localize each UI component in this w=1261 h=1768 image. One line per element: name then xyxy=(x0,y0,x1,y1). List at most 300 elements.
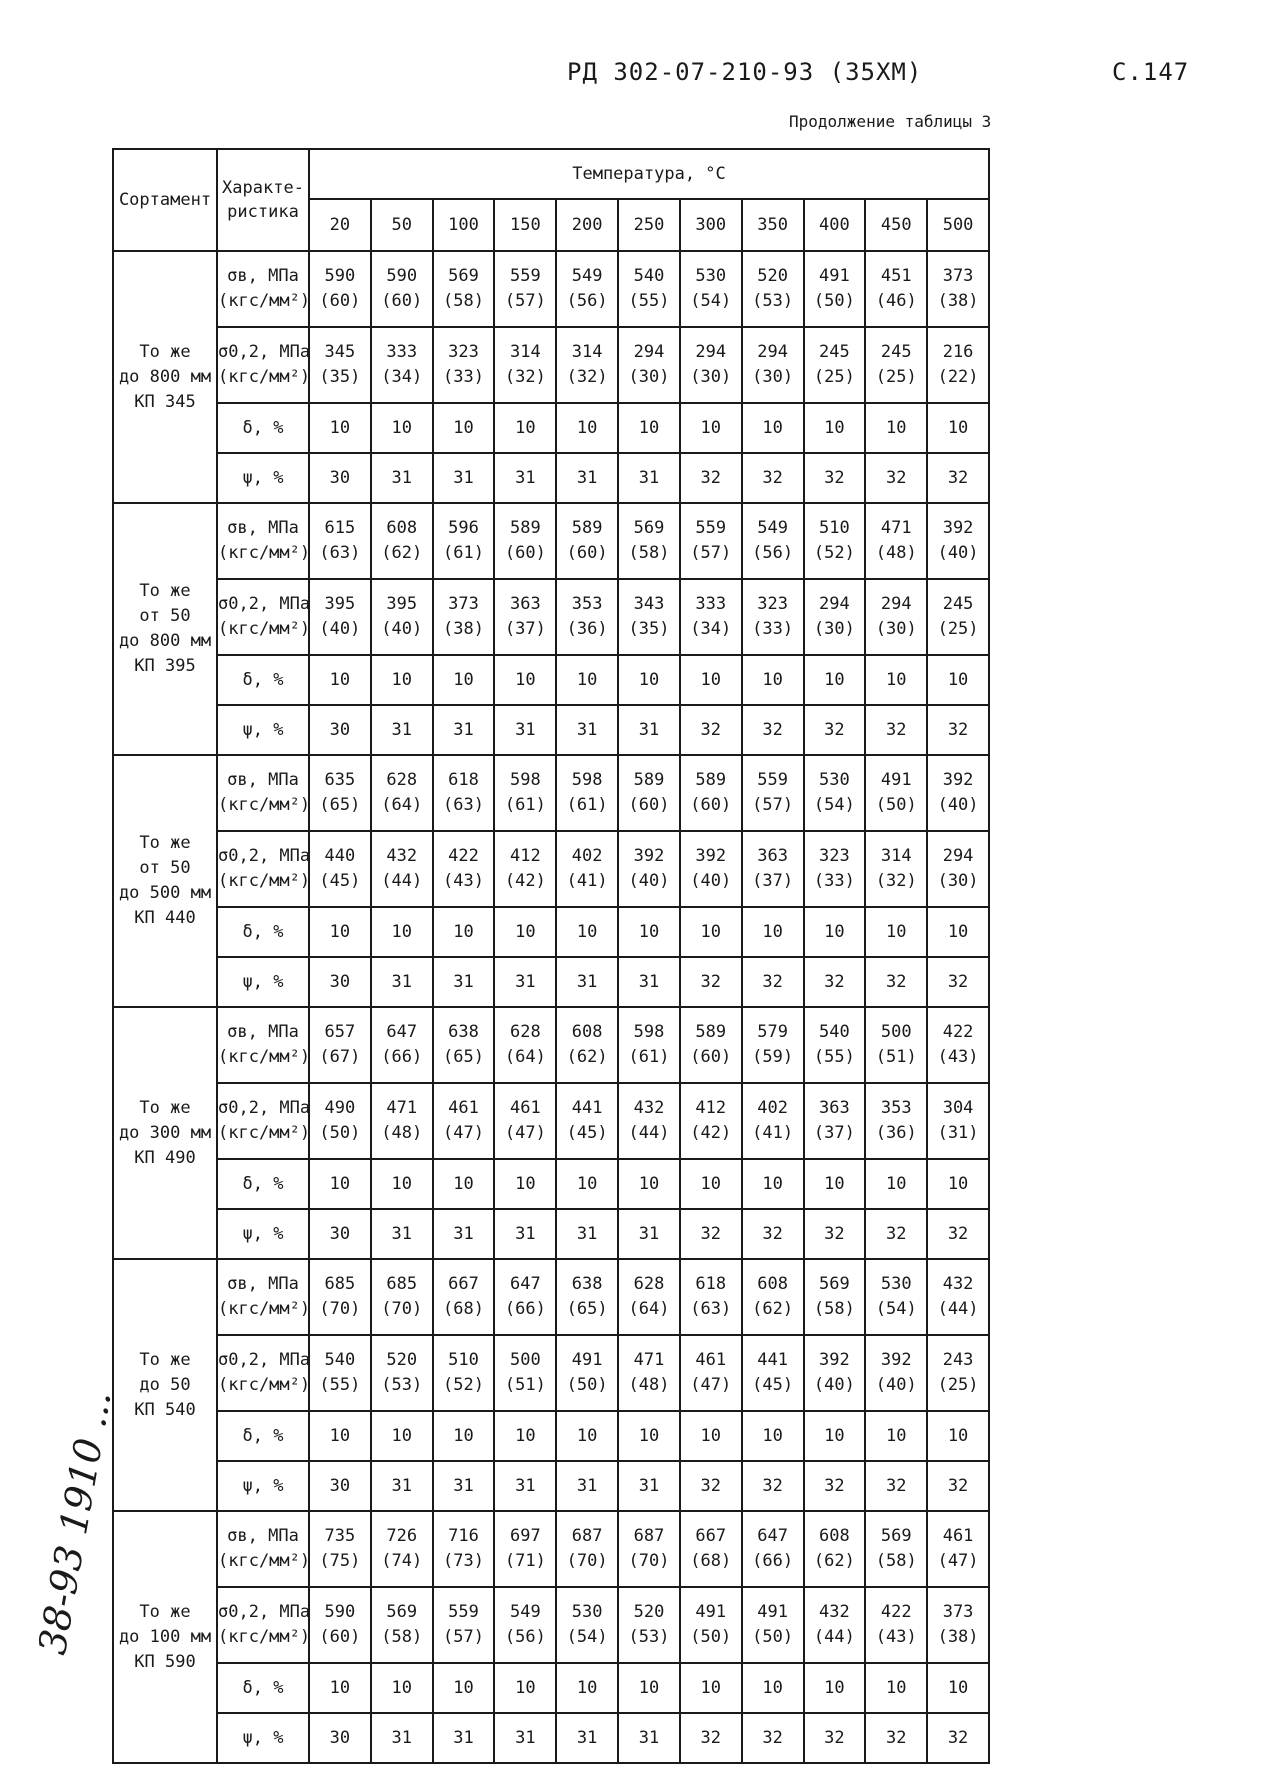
value-line: 10 xyxy=(885,1173,907,1194)
characteristic-line: (кгс/мм²) xyxy=(218,1123,311,1143)
value-line: (50) xyxy=(875,795,917,815)
value-line: 30 xyxy=(329,1223,351,1244)
value-line: (71) xyxy=(504,1551,546,1571)
value-line: 598 xyxy=(571,770,603,790)
value-line: 32 xyxy=(762,971,783,992)
characteristic-cell xyxy=(217,1007,309,1083)
characteristic-line: σв, МПа xyxy=(227,266,299,286)
value-cell xyxy=(494,327,556,403)
temperature-header-cell: 200 xyxy=(556,199,618,251)
value-cell xyxy=(927,1713,989,1763)
value-cell xyxy=(742,1461,804,1511)
temperature-header-cell: 150 xyxy=(494,199,556,251)
value-cell xyxy=(556,1411,618,1461)
value-line: (58) xyxy=(875,1551,917,1571)
value-line: (34) xyxy=(381,367,423,387)
value-cell xyxy=(494,403,556,453)
value-cell xyxy=(742,503,804,579)
value-cell xyxy=(618,453,680,503)
characteristic-line: σ0,2, МПа xyxy=(218,1350,311,1370)
value-cell xyxy=(309,1663,371,1713)
value-line: (32) xyxy=(566,367,608,387)
table-row xyxy=(113,503,989,579)
value-cell xyxy=(742,1083,804,1159)
value-cell xyxy=(371,327,433,403)
value-cell xyxy=(618,1411,680,1461)
value-cell xyxy=(742,403,804,453)
value-line: 245 xyxy=(880,342,912,362)
value-line: 32 xyxy=(824,1475,845,1496)
value-line: 31 xyxy=(453,1223,474,1244)
value-line: (45) xyxy=(752,1375,794,1395)
value-line: 520 xyxy=(633,1602,665,1622)
value-cell xyxy=(804,1461,866,1511)
value-cell xyxy=(433,1411,495,1461)
value-line: 530 xyxy=(880,1274,912,1294)
value-line: 735 xyxy=(324,1526,356,1546)
characteristic-cell xyxy=(217,907,309,957)
value-cell xyxy=(309,755,371,831)
value-line: 32 xyxy=(947,1727,969,1748)
value-line: 549 xyxy=(509,1602,541,1622)
value-line: (55) xyxy=(319,1375,361,1395)
value-cell xyxy=(742,1411,804,1461)
value-cell xyxy=(371,957,433,1007)
value-cell xyxy=(680,957,742,1007)
value-cell xyxy=(927,503,989,579)
characteristic-line: (кгс/мм²) xyxy=(218,367,311,387)
temperature-header-cell: 100 xyxy=(433,199,495,251)
grade-line: от 50 xyxy=(139,858,191,878)
value-line: 31 xyxy=(515,971,536,992)
value-cell xyxy=(865,831,927,907)
value-line: (56) xyxy=(566,291,608,311)
value-line: (40) xyxy=(875,1375,917,1395)
value-line: 31 xyxy=(576,719,598,740)
value-line: 10 xyxy=(576,1425,598,1446)
value-cell xyxy=(494,1713,556,1763)
value-cell xyxy=(371,1209,433,1259)
value-line: (31) xyxy=(937,1123,979,1143)
grade-line: КП 345 xyxy=(134,391,196,412)
value-line: 697 xyxy=(509,1526,541,1546)
value-line: 687 xyxy=(571,1526,603,1546)
value-cell xyxy=(927,1209,989,1259)
value-cell xyxy=(742,1159,804,1209)
value-cell xyxy=(804,655,866,705)
value-line: 667 xyxy=(695,1526,727,1546)
value-line: (63) xyxy=(443,795,484,815)
value-cell xyxy=(309,1159,371,1209)
value-line: (53) xyxy=(628,1627,670,1647)
value-line: (57) xyxy=(443,1627,484,1647)
value-line: 31 xyxy=(453,719,474,740)
value-cell xyxy=(804,1159,866,1209)
value-line: 569 xyxy=(819,1274,850,1294)
value-line: 589 xyxy=(509,518,541,538)
value-line: 10 xyxy=(824,921,845,942)
value-line: 615 xyxy=(324,518,356,538)
value-cell xyxy=(371,251,433,327)
value-cell xyxy=(618,957,680,1007)
value-line: (62) xyxy=(813,1551,855,1571)
value-cell xyxy=(556,831,618,907)
value-line: 31 xyxy=(453,1475,474,1496)
value-line: (62) xyxy=(566,1047,608,1067)
value-line: 10 xyxy=(576,921,598,942)
characteristic-line: σ0,2, МПа xyxy=(218,846,311,866)
value-line: (64) xyxy=(628,1299,670,1319)
value-cell xyxy=(618,907,680,957)
value-line: 373 xyxy=(448,594,479,614)
value-cell xyxy=(556,327,618,403)
value-line: 31 xyxy=(391,1475,412,1496)
value-line: 32 xyxy=(762,1727,783,1748)
value-line: 549 xyxy=(757,518,788,538)
value-cell xyxy=(433,1083,495,1159)
value-line: 685 xyxy=(386,1274,418,1294)
value-line: (25) xyxy=(937,619,979,639)
value-line: (58) xyxy=(381,1627,423,1647)
value-line: (60) xyxy=(690,795,732,815)
characteristic-line: σ0,2, МПа xyxy=(218,1098,311,1118)
value-cell xyxy=(680,655,742,705)
value-line: 10 xyxy=(453,417,474,438)
value-cell xyxy=(371,1335,433,1411)
value-cell xyxy=(618,251,680,327)
value-line: (53) xyxy=(752,291,794,311)
value-cell xyxy=(804,1411,866,1461)
value-line: 432 xyxy=(386,846,418,866)
document-code: РД 302-07-210-93 (35ХМ) xyxy=(567,58,923,86)
characteristic-line: (кгс/мм²) xyxy=(218,871,311,891)
value-line: 10 xyxy=(453,1677,474,1698)
value-line: 500 xyxy=(509,1350,541,1370)
value-line: (60) xyxy=(504,543,546,563)
value-line: (56) xyxy=(504,1627,546,1647)
temperature-header-cell: 350 xyxy=(742,199,804,251)
characteristic-line: σ0,2, МПа xyxy=(218,342,311,362)
value-line: 471 xyxy=(880,518,912,538)
value-cell xyxy=(556,1007,618,1083)
value-line: 31 xyxy=(453,1727,474,1748)
value-cell xyxy=(556,1713,618,1763)
value-cell xyxy=(556,755,618,831)
value-line: (63) xyxy=(319,543,361,563)
value-line: 31 xyxy=(515,719,536,740)
value-cell xyxy=(804,907,866,957)
value-line: 638 xyxy=(448,1022,479,1042)
value-line: (40) xyxy=(937,795,979,815)
value-cell xyxy=(433,453,495,503)
value-cell xyxy=(371,579,433,655)
value-line: 32 xyxy=(947,719,969,740)
value-cell xyxy=(494,1411,556,1461)
value-line: 31 xyxy=(391,1223,412,1244)
value-cell xyxy=(680,1335,742,1411)
value-cell xyxy=(556,907,618,957)
value-line: (51) xyxy=(875,1047,917,1067)
value-line: 32 xyxy=(824,1727,845,1748)
value-cell xyxy=(865,1259,927,1335)
value-cell xyxy=(804,1335,866,1411)
value-cell xyxy=(618,1335,680,1411)
value-line: 30 xyxy=(329,719,351,740)
value-line: (25) xyxy=(813,367,855,387)
temperature-header-cell: 300 xyxy=(680,199,742,251)
value-line: (48) xyxy=(381,1123,423,1143)
value-cell xyxy=(865,1007,927,1083)
value-line: (60) xyxy=(628,795,670,815)
value-cell xyxy=(309,327,371,403)
value-cell xyxy=(927,1007,989,1083)
value-line: (33) xyxy=(443,367,484,387)
value-cell xyxy=(494,755,556,831)
value-cell xyxy=(309,831,371,907)
value-cell xyxy=(742,957,804,1007)
value-line: (44) xyxy=(628,1123,670,1143)
value-cell xyxy=(865,1511,927,1587)
value-line: (65) xyxy=(566,1299,608,1319)
value-line: 10 xyxy=(824,1425,845,1446)
table-row xyxy=(113,1083,989,1159)
value-line: 10 xyxy=(329,1677,351,1698)
characteristic-line: (кгс/мм²) xyxy=(218,291,311,311)
value-cell xyxy=(865,1411,927,1461)
value-cell xyxy=(742,1713,804,1763)
value-line: (37) xyxy=(504,619,546,639)
value-cell xyxy=(618,655,680,705)
value-line: (25) xyxy=(937,1375,979,1395)
table-continuation-label: Продолжение таблицы 3 xyxy=(789,112,992,131)
value-cell xyxy=(618,503,680,579)
value-cell xyxy=(865,251,927,327)
value-cell xyxy=(309,1335,371,1411)
value-line: 32 xyxy=(762,467,783,488)
value-cell xyxy=(309,579,371,655)
characteristic-cell xyxy=(217,1511,309,1587)
value-line: 216 xyxy=(942,342,974,362)
value-line: (30) xyxy=(813,619,855,639)
value-cell xyxy=(927,705,989,755)
value-line: 589 xyxy=(695,770,727,790)
value-line: 294 xyxy=(695,342,727,362)
value-line: (66) xyxy=(504,1299,546,1319)
value-line: 441 xyxy=(757,1350,788,1370)
value-line: 569 xyxy=(633,518,665,538)
value-line: (42) xyxy=(690,1123,732,1143)
value-line: 441 xyxy=(571,1098,603,1118)
characteristic-line: δ, % xyxy=(242,921,284,942)
value-cell xyxy=(865,579,927,655)
value-line: 491 xyxy=(819,266,850,286)
value-line: 10 xyxy=(329,417,351,438)
value-line: 10 xyxy=(576,669,598,690)
value-cell xyxy=(742,327,804,403)
value-cell xyxy=(680,503,742,579)
value-cell xyxy=(804,327,866,403)
value-line: 471 xyxy=(633,1350,665,1370)
value-line: 32 xyxy=(824,1223,845,1244)
value-line: 530 xyxy=(695,266,727,286)
value-cell xyxy=(556,957,618,1007)
value-line: (50) xyxy=(566,1375,608,1395)
value-line: 559 xyxy=(757,770,788,790)
value-line: 10 xyxy=(515,417,536,438)
value-line: (40) xyxy=(319,619,361,639)
value-cell xyxy=(804,503,866,579)
temperature-header-cell: 400 xyxy=(804,199,866,251)
value-cell xyxy=(309,1713,371,1763)
value-cell xyxy=(433,579,495,655)
value-cell xyxy=(742,1587,804,1663)
characteristic-cell xyxy=(217,831,309,907)
value-cell xyxy=(618,579,680,655)
characteristic-cell xyxy=(217,655,309,705)
value-line: (30) xyxy=(628,367,670,387)
value-cell xyxy=(309,1511,371,1587)
value-cell xyxy=(618,831,680,907)
value-line: 31 xyxy=(576,971,598,992)
value-line: 10 xyxy=(762,1677,783,1698)
grade-line: То же xyxy=(139,1097,191,1118)
value-cell xyxy=(556,1083,618,1159)
value-cell xyxy=(680,1511,742,1587)
value-line: 598 xyxy=(633,1022,665,1042)
value-line: 10 xyxy=(515,1173,536,1194)
characteristic-line: ψ, % xyxy=(242,1223,284,1244)
characteristic-cell xyxy=(217,1335,309,1411)
value-line: (47) xyxy=(690,1375,732,1395)
value-cell xyxy=(865,705,927,755)
value-line: 10 xyxy=(329,669,351,690)
value-cell xyxy=(927,251,989,327)
table-row xyxy=(113,755,989,831)
value-cell xyxy=(371,1511,433,1587)
value-line: 10 xyxy=(885,669,907,690)
characteristic-cell xyxy=(217,755,309,831)
value-cell xyxy=(309,403,371,453)
value-line: 10 xyxy=(762,1425,783,1446)
characteristic-line: δ, % xyxy=(242,417,284,438)
value-cell xyxy=(804,705,866,755)
table-row xyxy=(113,1587,989,1663)
value-cell xyxy=(680,1159,742,1209)
value-line: (35) xyxy=(319,367,361,387)
value-line: 31 xyxy=(576,1727,598,1748)
value-cell xyxy=(804,579,866,655)
value-cell xyxy=(680,705,742,755)
value-line: 10 xyxy=(515,1677,536,1698)
value-cell xyxy=(556,1209,618,1259)
value-line: (32) xyxy=(875,871,917,891)
value-line: (40) xyxy=(813,1375,855,1395)
value-cell xyxy=(494,1007,556,1083)
value-cell xyxy=(618,1209,680,1259)
value-line: (65) xyxy=(443,1047,484,1067)
table-row xyxy=(113,327,989,403)
value-cell xyxy=(865,1209,927,1259)
value-line: (55) xyxy=(813,1047,855,1067)
characteristic-cell xyxy=(217,1259,309,1335)
value-cell xyxy=(309,503,371,579)
value-line: 598 xyxy=(509,770,541,790)
value-line: (58) xyxy=(443,291,484,311)
value-line: 31 xyxy=(515,1727,536,1748)
table-row xyxy=(113,579,989,655)
header-temperature: Температура, °С xyxy=(309,149,989,199)
characteristic-line: σв, МПа xyxy=(227,770,299,790)
value-cell xyxy=(556,655,618,705)
value-cell xyxy=(927,453,989,503)
grade-line: от 50 xyxy=(139,606,191,626)
value-cell xyxy=(433,1007,495,1083)
value-line: (50) xyxy=(319,1123,361,1143)
value-line: (73) xyxy=(443,1551,484,1571)
value-cell xyxy=(680,1663,742,1713)
table-row xyxy=(113,251,989,327)
value-line: (54) xyxy=(875,1299,917,1319)
value-line: (67) xyxy=(319,1047,361,1067)
value-line: 10 xyxy=(515,669,536,690)
value-line: 294 xyxy=(942,846,974,866)
value-line: 10 xyxy=(885,1425,907,1446)
value-cell xyxy=(742,1663,804,1713)
value-line: (60) xyxy=(319,1627,361,1647)
value-line: 10 xyxy=(947,1677,969,1698)
value-cell xyxy=(680,1713,742,1763)
value-cell xyxy=(742,251,804,327)
value-line: 32 xyxy=(824,971,845,992)
value-cell xyxy=(927,1335,989,1411)
value-cell xyxy=(309,1461,371,1511)
characteristic-cell xyxy=(217,1461,309,1511)
characteristic-line: ψ, % xyxy=(242,971,284,992)
grade-line: То же xyxy=(139,581,191,601)
value-cell xyxy=(494,1159,556,1209)
value-line: 323 xyxy=(757,594,788,614)
value-cell xyxy=(494,1083,556,1159)
value-line: 10 xyxy=(762,669,783,690)
table-body xyxy=(113,251,989,1763)
value-cell xyxy=(556,1335,618,1411)
value-line: (32) xyxy=(504,367,546,387)
value-line: 345 xyxy=(324,342,356,362)
value-line: (38) xyxy=(443,619,484,639)
value-line: 392 xyxy=(819,1350,850,1370)
grade-cell xyxy=(113,1259,217,1511)
value-cell xyxy=(804,453,866,503)
value-line: 10 xyxy=(391,921,412,942)
table-row xyxy=(113,957,989,1007)
value-line: 559 xyxy=(509,266,541,286)
value-line: 647 xyxy=(386,1022,418,1042)
value-line: (33) xyxy=(752,619,794,639)
value-line: 461 xyxy=(448,1098,479,1118)
value-line: 10 xyxy=(700,669,722,690)
grade-cell xyxy=(113,503,217,755)
value-line: (66) xyxy=(381,1047,423,1067)
value-line: 540 xyxy=(633,266,665,286)
value-line: 10 xyxy=(329,1425,351,1446)
value-line: 440 xyxy=(324,846,356,866)
value-cell xyxy=(804,831,866,907)
value-cell xyxy=(433,503,495,579)
value-line: 32 xyxy=(947,467,969,488)
value-cell xyxy=(371,1713,433,1763)
value-cell xyxy=(494,1461,556,1511)
characteristic-line: δ, % xyxy=(242,1173,284,1194)
